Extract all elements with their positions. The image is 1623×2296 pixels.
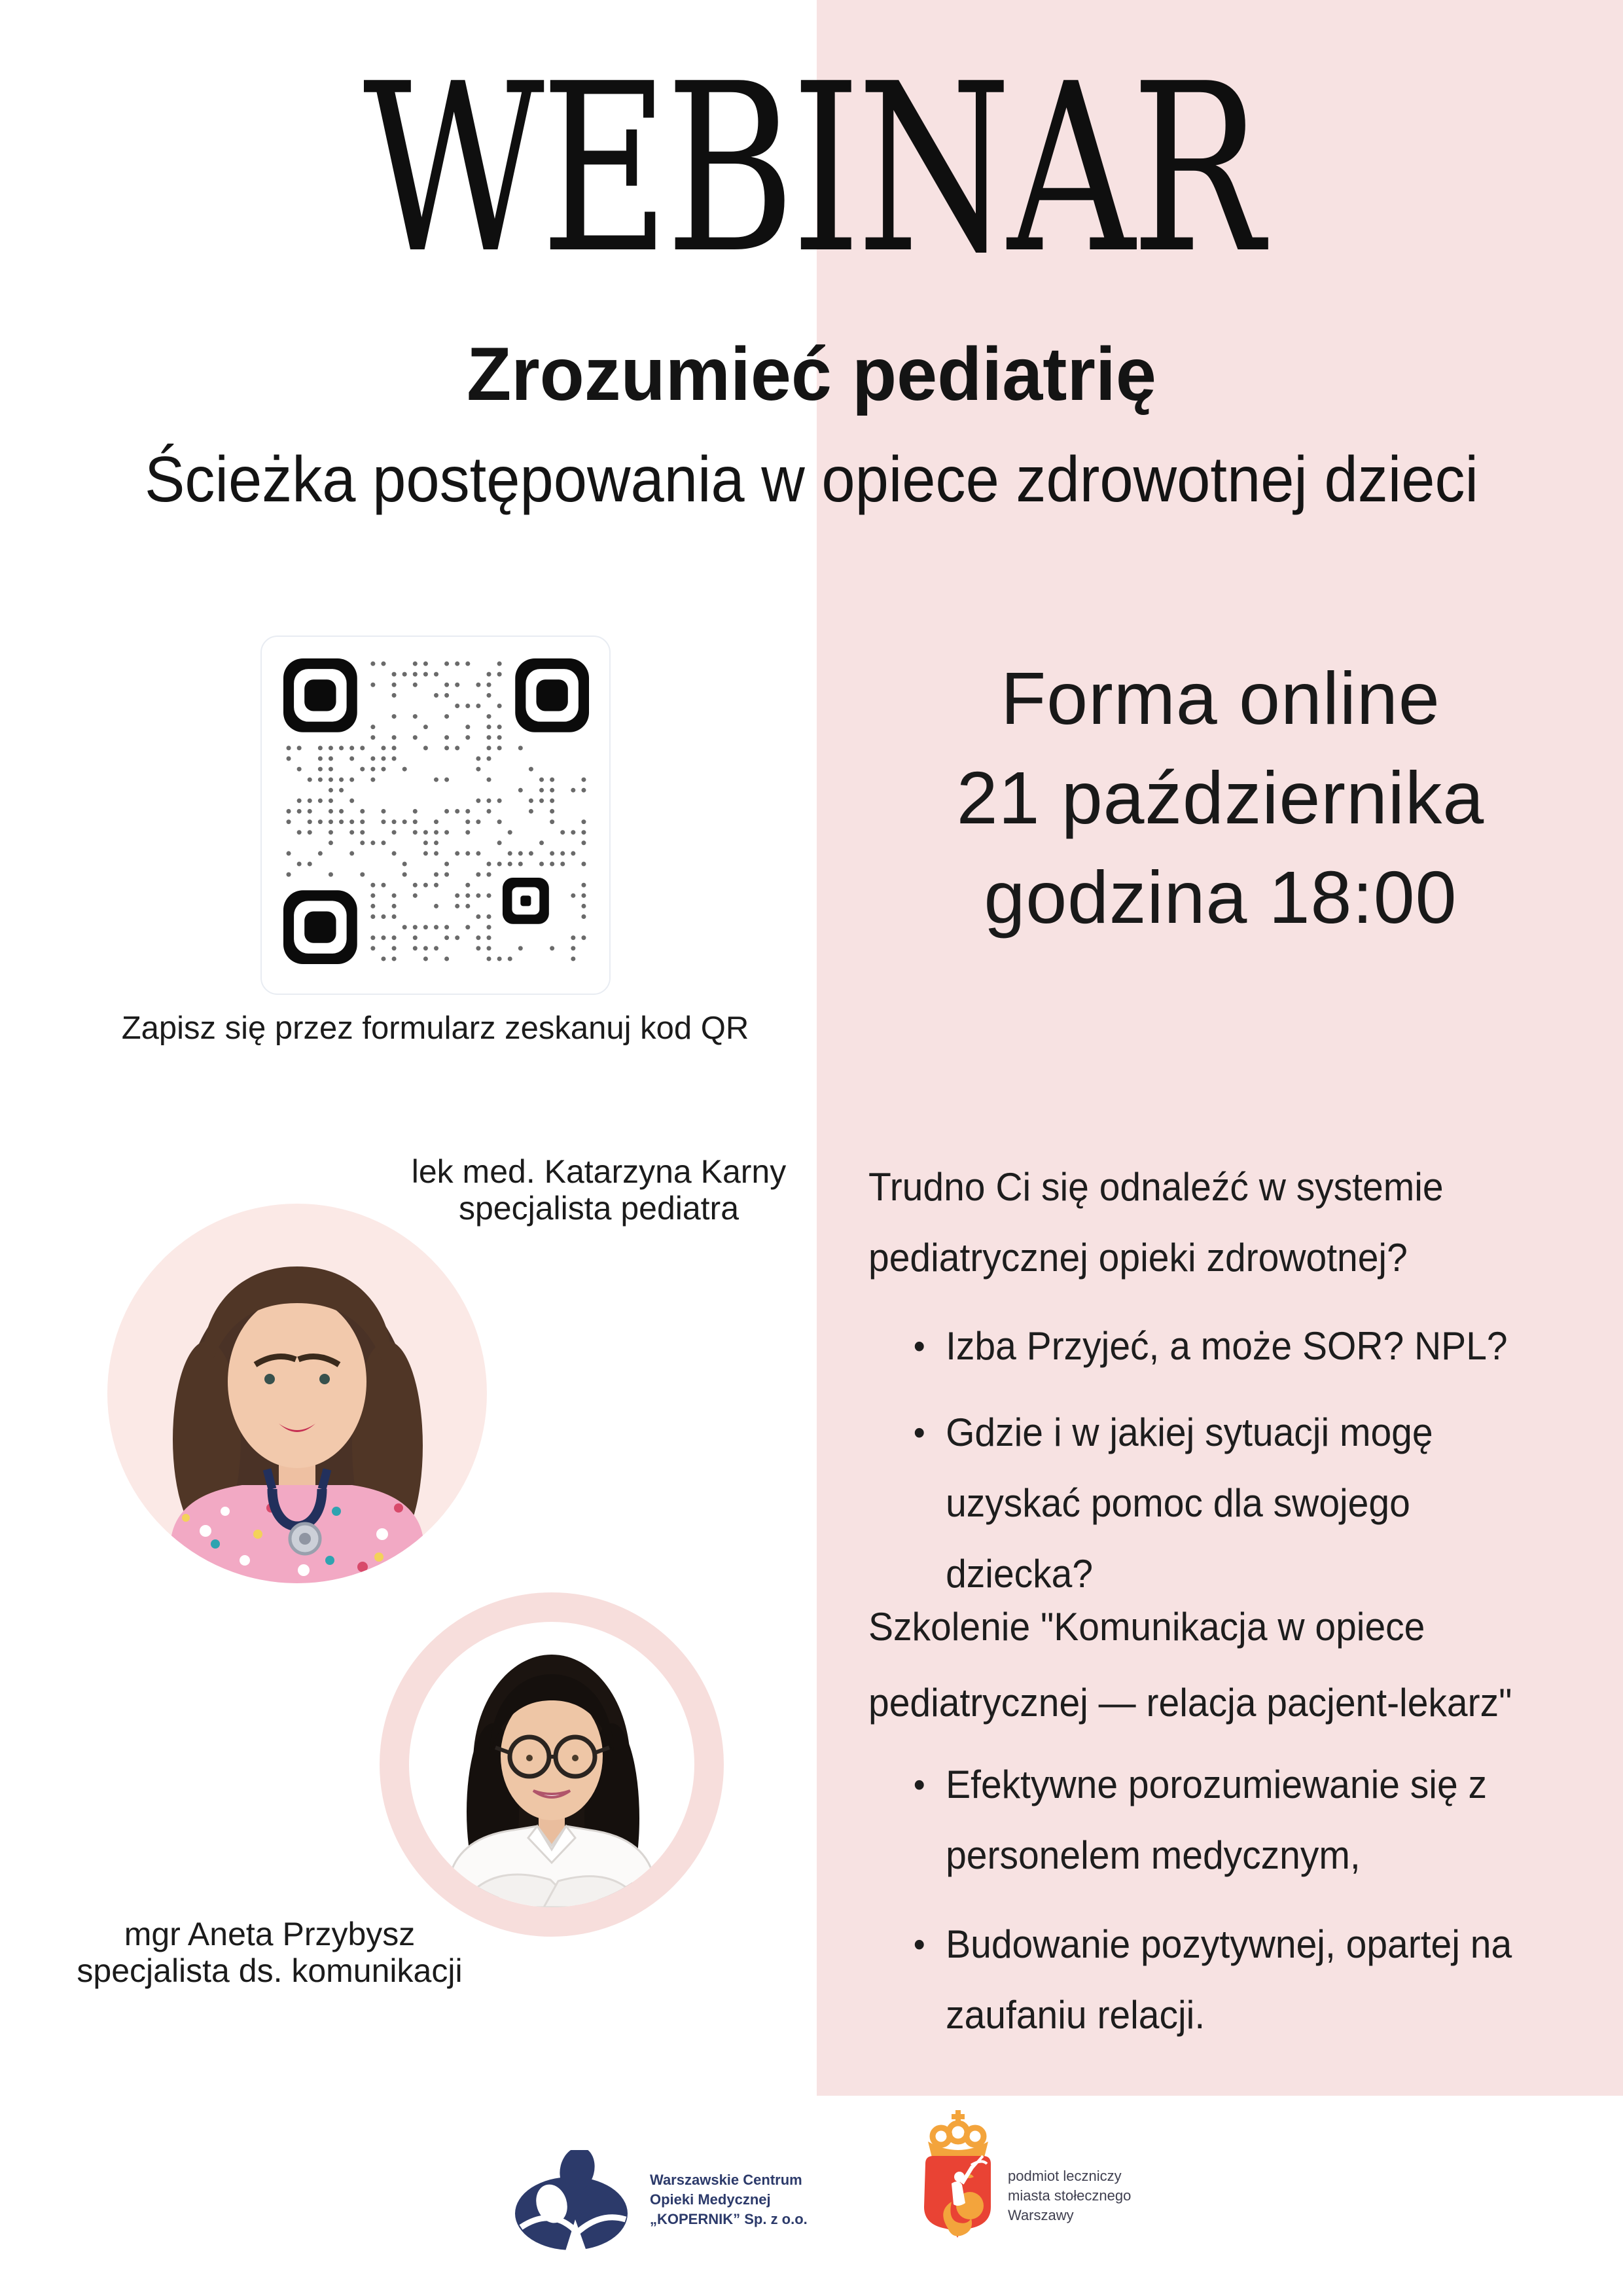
- qr-code-icon: [283, 658, 589, 964]
- panel-training: Szkolenie "Komunikacja w opiece pediatrycznej — relacja pacjent-lekarz": [868, 1605, 1512, 1725]
- wcom-line2: Opieki Medycznej: [650, 2191, 771, 2208]
- poster-tagline: Ścieżka postępowania w opiece zdrowotnej dzieci: [144, 443, 1479, 515]
- city-line3: Warszawy: [1008, 2207, 1074, 2223]
- panel-intro: Trudno Ci się odnaleźć w systemie pediatrycznej opieki zdrowotnej?: [868, 1165, 1444, 1280]
- event-info: [870, 649, 1571, 947]
- warsaw-crest-icon: [915, 2109, 1000, 2251]
- wcom-logo-icon: [514, 2150, 629, 2251]
- speaker1-portrait-icon: [107, 1204, 487, 1583]
- benefit-item: • Budowanie pozytywnej, opartej na zaufaniu relacji.: [910, 1909, 1623, 2051]
- speaker1-name: lek med. Katarzyna Karny: [411, 1153, 787, 1190]
- speaker1-role: specjalista pediatra: [458, 1190, 740, 1227]
- speaker2-caption: [24, 1916, 515, 1989]
- event-time: godzina 18:00: [984, 856, 1457, 939]
- speaker2-role: specjalista ds. komunikacji: [77, 1952, 463, 1989]
- benefits-list: [910, 1749, 1623, 2069]
- speaker2-name: mgr Aneta Przybysz: [124, 1916, 416, 1952]
- speaker2-photo: [380, 1592, 724, 1937]
- poster-title: WEBINAR: [363, 33, 1260, 304]
- wcom-line1: Warszawskie Centrum: [650, 2172, 802, 2188]
- speaker1-caption: [353, 1153, 844, 1227]
- warsaw-crest-text: [1008, 2166, 1131, 2225]
- question-item: • Izba Przyjeć, a może SOR? NPL?: [910, 1311, 1531, 1382]
- questions-list: [910, 1311, 1531, 1625]
- wcom-logo-text: [650, 2170, 808, 2229]
- event-format: Forma online: [1001, 657, 1440, 740]
- event-date: 21 października: [956, 757, 1485, 839]
- speaker1-photo: [107, 1204, 487, 1583]
- qr-card: [260, 636, 611, 995]
- speaker2-portrait-icon: [409, 1622, 694, 1907]
- poster-subtitle: Zrozumieć pediatrię: [467, 332, 1156, 416]
- wcom-line3: „KOPERNIK” Sp. z o.o.: [650, 2211, 808, 2227]
- benefit-item: • Efektywne porozumiewanie się z personelem medycznym,: [910, 1749, 1623, 1891]
- city-line2: miasta stołecznego: [1008, 2187, 1132, 2204]
- city-line1: podmiot leczniczy: [1008, 2168, 1122, 2184]
- question-item: • Gdzie i w jakiej sytuacji mogę uzyskać pomoc dla swojego dziecka?: [910, 1397, 1531, 1609]
- qr-caption: Zapisz się przez formularz zeskanuj kod QR: [121, 1011, 749, 1046]
